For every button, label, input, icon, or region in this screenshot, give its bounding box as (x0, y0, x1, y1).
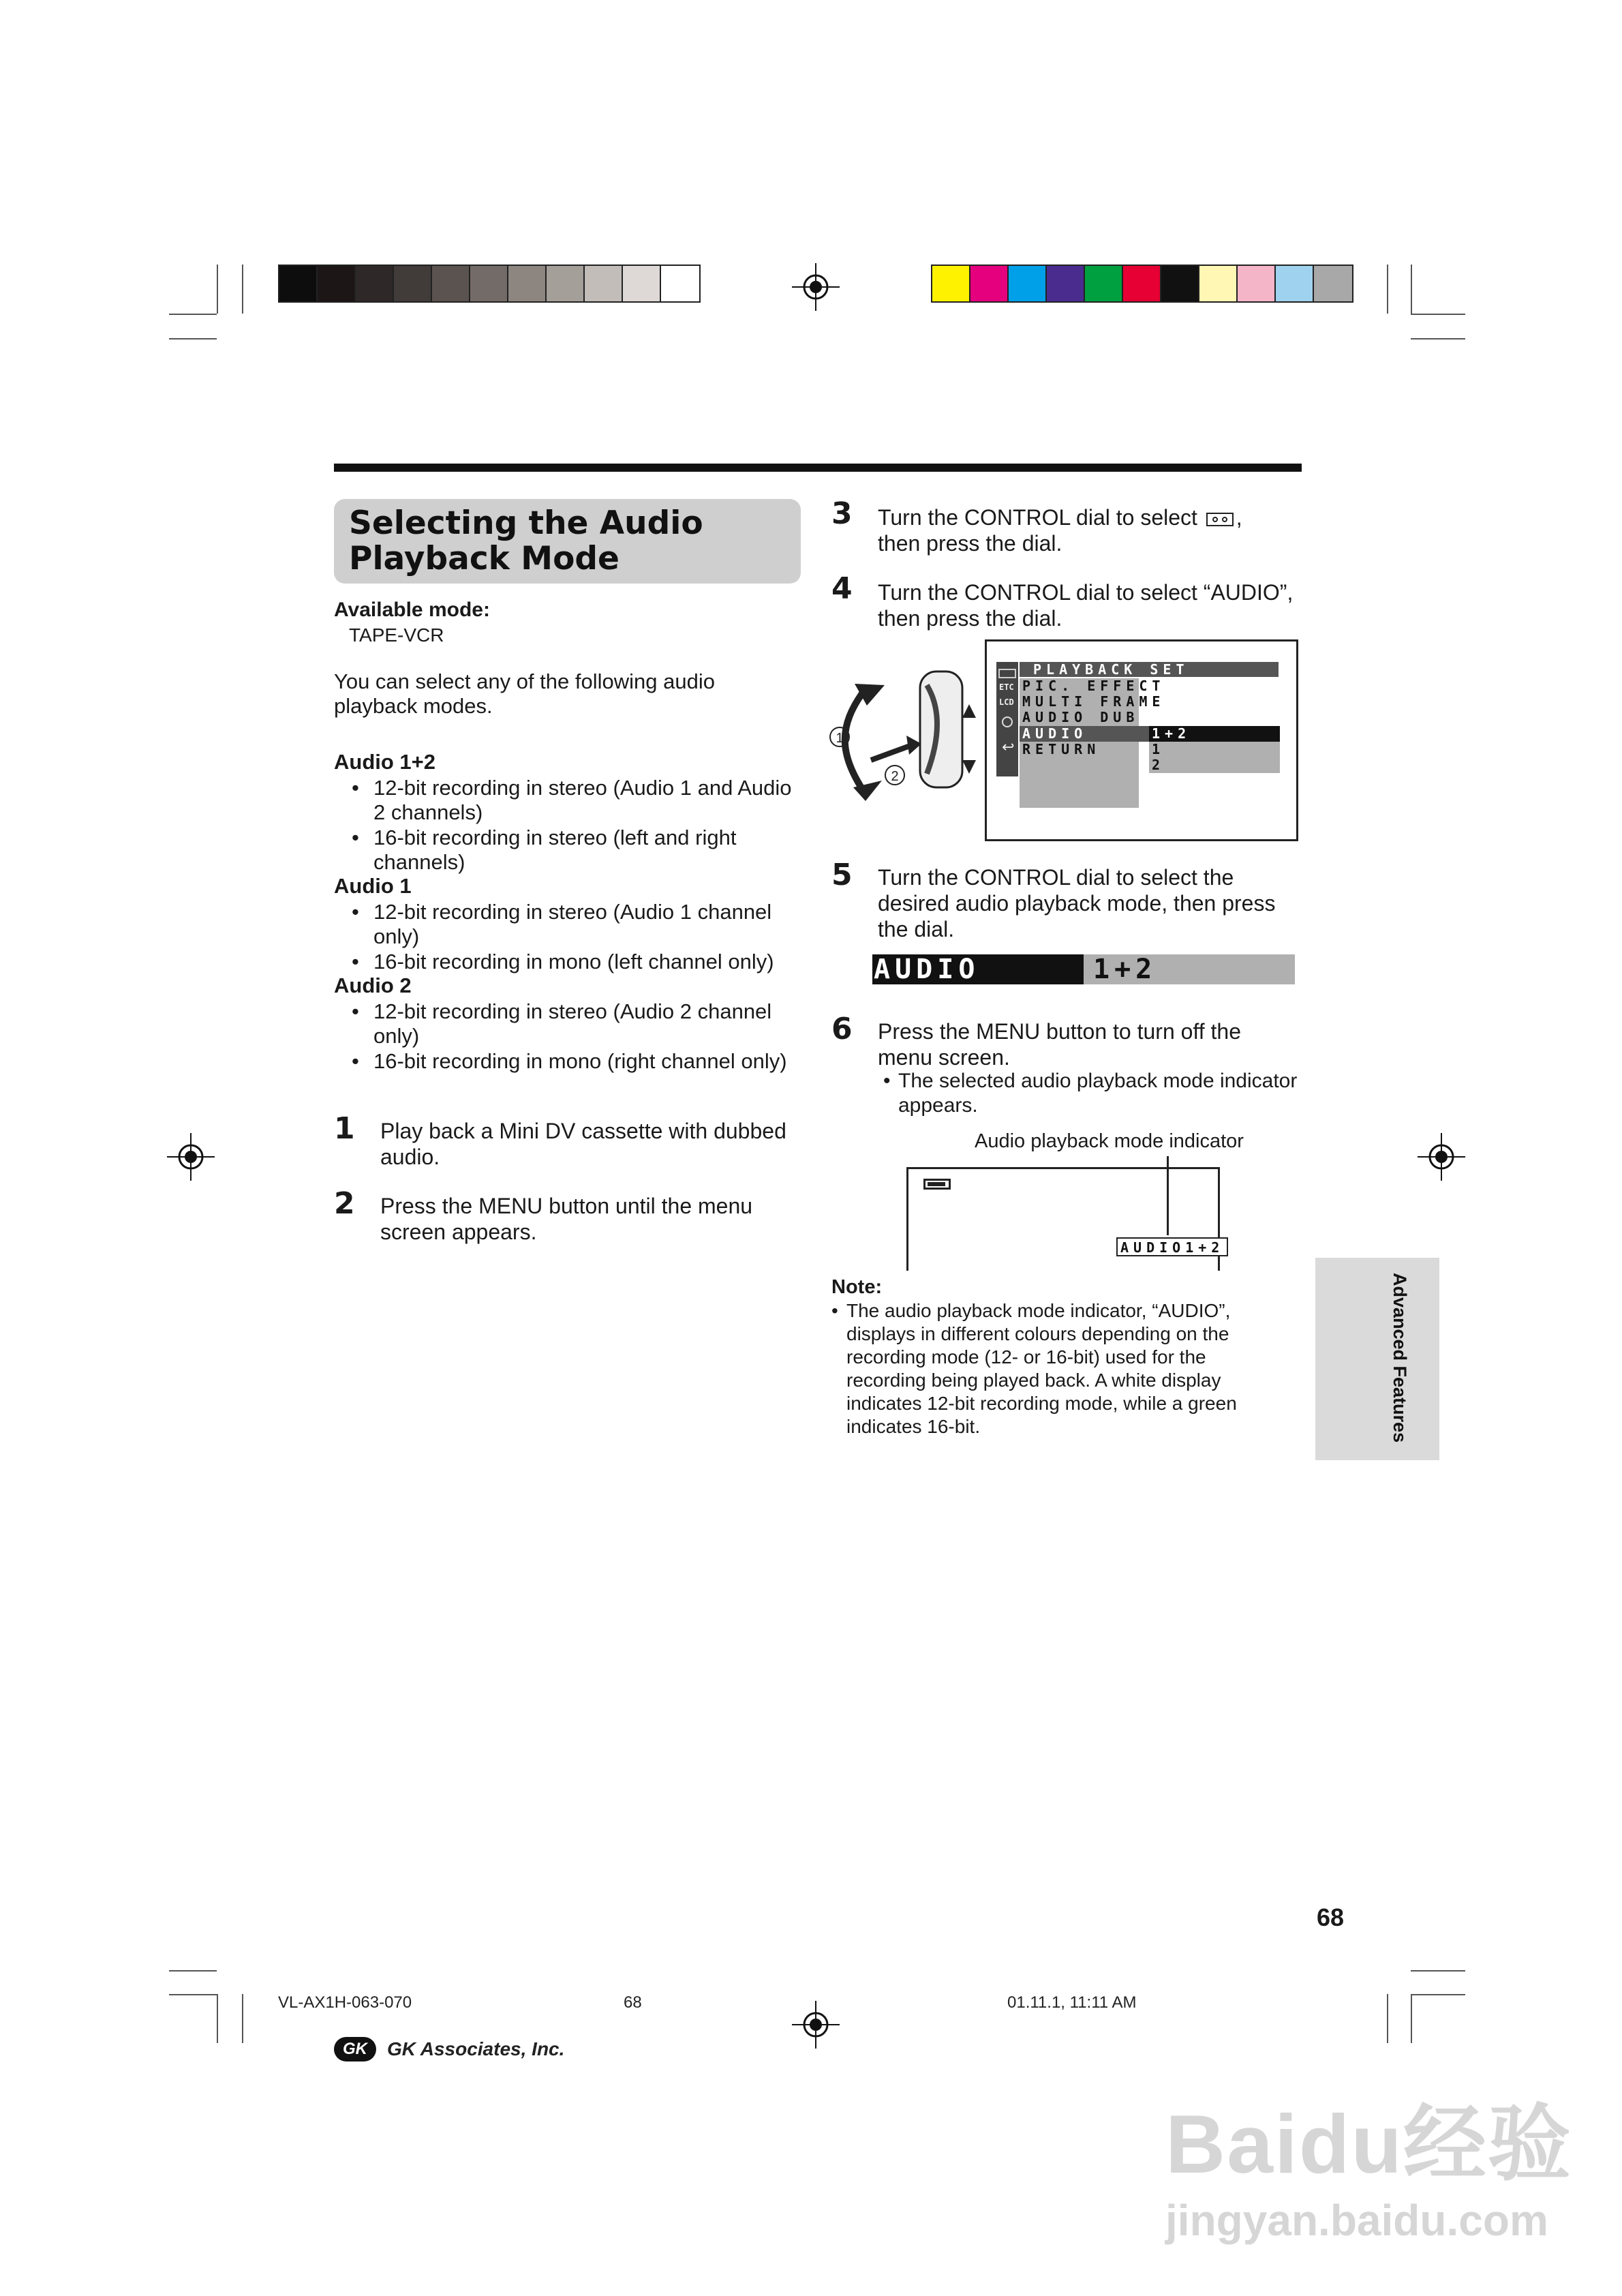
crop-mark (1387, 265, 1388, 314)
list-item: • 12-bit recording in stereo (Audio 2 channel only) (352, 999, 772, 1048)
footer-file-name: VL-AX1H-063-070 (278, 1993, 412, 2012)
step-text: Press the MENU button until the menu screen appears. (380, 1194, 753, 1244)
step-text: Turn the CONTROL dial to select , then press the dial. (878, 505, 1242, 556)
step-text: Turn the CONTROL dial to select the desired audio playback mode, then press the dial. (878, 865, 1276, 941)
crop-mark (1411, 265, 1412, 314)
crop-mark (217, 265, 218, 314)
page-number: 68 (1317, 1903, 1345, 1931)
step-number: 4 (831, 571, 853, 606)
intro-text: You can select any of the following audio playback modes. (334, 669, 715, 718)
section-side-tab (1315, 1258, 1439, 1460)
list-item: • 16-bit recording in stereo (left and right channels) (352, 826, 737, 874)
audio-mode-value: 1+2 (1084, 954, 1295, 984)
crop-mark (242, 265, 243, 314)
step-number: 1 (334, 1111, 355, 1146)
process-color-bar (931, 265, 1353, 303)
color-swatch (970, 266, 1009, 301)
color-swatch (585, 266, 623, 301)
list-item: • 12-bit recording in stereo (Audio 1 channel only) (352, 900, 772, 948)
menu-item[interactable]: RETURN (1022, 741, 1101, 757)
footer-timestamp: 01.11.1, 11:11 AM (1007, 1993, 1137, 2012)
color-swatch (279, 266, 318, 301)
step-subtext: • The selected audio playback mode indicator appears. (883, 1070, 1298, 1117)
note-label: Note: (831, 1276, 883, 1298)
color-swatch (1199, 266, 1238, 301)
mode-list-audio-1-2 (334, 776, 804, 875)
menu-side-icons (996, 662, 1018, 776)
color-swatch (1123, 266, 1161, 301)
return-arrow-icon: ↩ (1002, 738, 1015, 755)
crop-mark (169, 1994, 217, 1995)
mode-list-audio-1 (334, 900, 804, 975)
watermark-title: Baidu经验 (1165, 2098, 1572, 2190)
list-item: • 16-bit recording in mono (right channel only) (352, 1049, 787, 1073)
etc-icon: ETC (999, 682, 1014, 692)
menu-options-panel (1149, 742, 1280, 773)
step-text: Press the MENU button to turn off the menu screen. (878, 1019, 1242, 1070)
color-swatch (470, 266, 508, 301)
available-mode-label: Available mode: (334, 599, 490, 621)
crop-mark (169, 314, 217, 315)
camera-icon (1002, 716, 1013, 727)
crop-mark (1411, 1994, 1412, 2043)
color-swatch (1085, 266, 1123, 301)
section-rule (334, 464, 1302, 472)
color-swatch (1047, 266, 1085, 301)
registration-mark-icon (1418, 1133, 1465, 1181)
registration-mark-icon (792, 2001, 840, 2049)
color-swatch (508, 266, 547, 301)
crop-mark (1411, 314, 1465, 315)
crop-mark (169, 338, 217, 339)
crop-mark (169, 1970, 217, 1972)
battery-icon (923, 1179, 951, 1190)
menu-header: PLAYBACK SET (1020, 662, 1279, 677)
available-mode-value: TAPE-VCR (349, 624, 444, 646)
menu-option-selected[interactable]: 1+2 (1149, 726, 1280, 742)
side-tab-label: Advanced Features (1390, 1273, 1410, 1443)
control-dial-illustration (825, 665, 988, 801)
list-item: • 12-bit recording in stereo (Audio 1 and Audio 2 channels) (352, 776, 792, 824)
color-swatch (1276, 266, 1314, 301)
mode-heading-audio-2: Audio 2 (334, 973, 412, 997)
dial-label-2: 2 (891, 769, 899, 784)
mode-heading-audio-1: Audio 1 (334, 874, 412, 898)
crop-mark (1387, 1994, 1388, 2043)
mode-list-audio-2 (334, 999, 804, 1074)
crop-mark (1411, 1970, 1465, 1972)
section-title-box (334, 499, 801, 584)
color-swatch (1238, 266, 1276, 301)
audio-mode-bar (872, 954, 1295, 984)
menu-screen (985, 639, 1298, 841)
footer-page: 68 (624, 1993, 642, 2012)
watermark-url: jingyan.baidu.com (1165, 2196, 1548, 2245)
indicator-caption: Audio playback mode indicator (975, 1130, 1244, 1152)
color-swatch (356, 266, 394, 301)
color-swatch (432, 266, 470, 301)
step-number: 2 (334, 1186, 355, 1221)
grayscale-color-bar (278, 265, 701, 303)
color-swatch (932, 266, 970, 301)
color-swatch (1161, 266, 1199, 301)
step-text: Turn the CONTROL dial to select “AUDIO”, then press the dial. (878, 580, 1294, 631)
tape-icon (1206, 512, 1234, 527)
color-swatch (623, 266, 661, 301)
crop-mark (217, 1994, 218, 2043)
color-swatch (1314, 266, 1352, 301)
step-text: Play back a Mini DV cassette with dubbed audio. (380, 1119, 786, 1169)
audio-mode-label: AUDIO (872, 954, 1084, 984)
dial-label-1: 1 (836, 731, 844, 746)
color-swatch (394, 266, 432, 301)
tape-icon (998, 669, 1016, 678)
color-swatch (661, 266, 699, 301)
mode-heading-audio-1-2: Audio 1+2 (334, 750, 436, 774)
indicator-screen (906, 1167, 1225, 1271)
crop-mark (242, 1994, 243, 2043)
crop-mark (1411, 338, 1465, 339)
page-title: Selecting the Audio Playback Mode (349, 504, 703, 577)
publisher-name: GK Associates, Inc. (387, 2038, 565, 2059)
audio-mode-indicator: AUDIO1+2 (1116, 1237, 1228, 1256)
menu-option[interactable]: 1 (1152, 741, 1165, 757)
menu-item[interactable]: MULTI FRAME (1022, 693, 1165, 710)
list-item: • 16-bit recording in mono (left channel only) (352, 950, 774, 973)
lcd-icon: LCD (999, 697, 1014, 707)
menu-item[interactable]: AUDIO DUB (1022, 709, 1139, 725)
step-number: 5 (831, 858, 853, 892)
step-number: 6 (831, 1012, 853, 1046)
menu-item[interactable]: PIC. EFFECT (1022, 678, 1165, 694)
color-swatch (1009, 266, 1047, 301)
color-swatch (318, 266, 356, 301)
color-swatch (547, 266, 585, 301)
publisher-logo: GK (334, 2037, 376, 2061)
note-text: • The audio playback mode indicator, “AUDIO”, displays in different colours depending on the recording mode (12- or 16-bit) used for the recording being played back. A white display indicates 12-bit recording mode, while a green indicates 16-bit. (831, 1300, 1237, 1437)
menu-option[interactable]: 2 (1152, 757, 1165, 773)
step-number: 3 (831, 496, 853, 531)
crop-mark (1411, 1994, 1465, 1995)
registration-mark-icon (792, 263, 840, 311)
menu-item-selected[interactable]: AUDIO (1020, 726, 1149, 742)
registration-mark-icon (167, 1133, 215, 1181)
